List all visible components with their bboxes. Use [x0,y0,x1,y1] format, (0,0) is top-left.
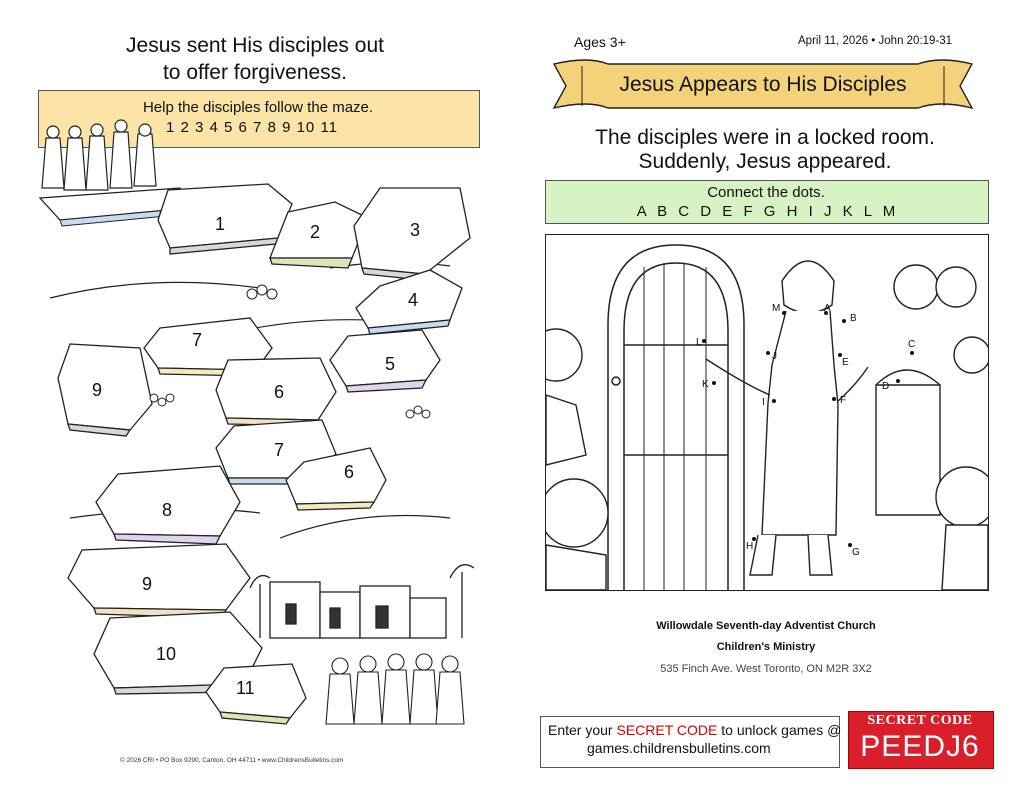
story-line2: Suddenly, Jesus appeared. [638,150,892,173]
secret-code-prompt [548,722,841,738]
stone-number-7a: 7 [192,330,203,350]
prompt-highlight: SECRET CODE [616,722,718,738]
church-address: 535 Finch Ave. West Toronto, ON M2R 3X2 [660,663,872,675]
disciples-right-illustration [876,265,989,590]
stone-number-6b: 6 [344,462,355,482]
prompt-prefix: Enter your [548,722,617,738]
story-line1: The disciples were in a locked room. [595,126,935,149]
stone-number-2: 2 [310,222,321,242]
lesson-title: Jesus Appears to His Disciples [619,73,907,96]
stone-number-1: 1 [215,214,226,234]
dots-instruction: Connect the dots. [707,184,825,201]
disciples-group-icon [42,120,156,190]
dot-label-k: K [702,379,709,390]
story-text [545,126,985,174]
disciples-left-illustration [545,329,608,590]
dots-letter-sequence: A B C D E F G H I J K L M [636,203,896,220]
stone-number-11: 11 [236,678,255,698]
dot-label-d: D [882,381,890,392]
date-scripture-reference: April 11, 2026 • John 20:19-31 [798,35,953,47]
stone-number-9b: 9 [142,574,153,594]
dot-label-g: G [852,547,860,558]
maze-illustration [30,108,500,728]
stone-number-6a: 6 [274,382,285,402]
crowd-illustration [326,654,464,724]
secret-code-value: PEEDJ6 [860,730,980,763]
connect-the-dots-illustration [545,234,989,591]
church-ministry: Children's Ministry [716,641,816,653]
activity-title [40,32,470,86]
stone-number-4: 4 [408,290,419,310]
dot-label-a: A [824,303,831,314]
dot-label-j: J [772,351,777,362]
dot-label-i: I [762,397,765,408]
copyright-footer: © 2026 CRI • PO Box 9290, Canton, OH 44711 • www.ChildrensBulletins.com [120,757,344,764]
dot-label-h: H [746,541,754,552]
church-name: Willowdale Seventh-day Adventist Church [656,620,876,632]
village-illustration [250,565,474,638]
dot-label-l: L [696,337,702,348]
maze-step-sequence: 1 2 3 4 5 6 7 8 9 10 11 [166,119,339,136]
locked-door-illustration [608,245,744,590]
dot-label-f: F [840,395,847,406]
stone-number-5: 5 [385,354,396,374]
age-range: Ages 3+ [574,34,626,50]
activity-title-line1: Jesus sent His disciples out [126,34,384,57]
stone-number-9a: 9 [92,380,103,400]
activity-title-line2: to offer forgiveness. [162,61,348,84]
prompt-suffix: to unlock games @ [717,722,842,738]
dot-label-b: B [850,313,857,324]
dot-label-m: M [772,303,781,314]
dot-label-c: C [908,339,916,350]
games-url-link[interactable]: games.childrensbulletins.com [587,740,771,756]
stone-number-7b: 7 [274,440,285,460]
stone-number-8: 8 [162,500,173,520]
maze-instruction: Help the disciples follow the maze. [142,99,374,116]
stone-number-3: 3 [410,220,421,240]
stone-number-10: 10 [156,644,177,664]
dot-label-e: E [842,357,849,368]
secret-code-label: SECRET CODE [867,713,973,728]
